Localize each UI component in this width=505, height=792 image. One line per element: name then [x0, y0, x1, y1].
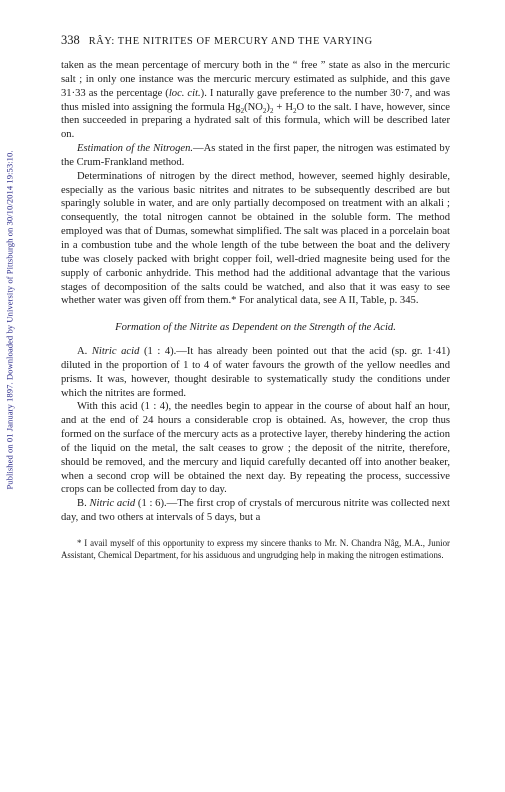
subscript: 2 [262, 106, 267, 115]
paragraph-mercury-percentage [61, 59, 450, 142]
subscript: 2 [292, 106, 297, 115]
text-segment: ) [266, 101, 270, 113]
paragraph-lead: Estimation of the Nitrogen. [77, 143, 194, 155]
download-watermark [3, 60, 17, 580]
text-segment: ). I naturally gave preference to the number 30·7, and was thus misled into assigning the formula Hg [61, 87, 450, 113]
page-content [61, 33, 450, 562]
download-watermark-text: Published on 01 January 1897. Downloaded by University of Pittsburgh on 30/10/2014 19:53:10. [5, 150, 16, 490]
paragraph-nitric-acid-1-4 [61, 345, 450, 400]
running-title: RÂY: THE NITRITES OF MERCURY AND THE VARYING [88, 36, 373, 47]
subscript: 2 [240, 106, 245, 115]
paragraph-dumas-method: Determinations of nitrogen by the direct method, however, seemed highly desirable, especially as the various basic nitrites and nitrates to be subsequently described are but sparingly soluble in water, and are only partially decomposed on treatment with an alkali ; consequently, the total nitrogen cannot be obtained in the soluble form. The method employed was that of Dumas, somewhat simplified. The salt was placed in a porcelain boat in a combustion tube and the whole length of the tube between the boat and the delivery tube was closely packed with bright copper foil, well-dried magnesite being used for the supply of carbonic anhydride. This method had the additional advantage that the various stages of decomposition of the salts could be watched, and also that it was easy to see whether water was given off from them.* For analytical data, see A II, Table, p. 345. [61, 170, 450, 307]
footnote: * I avail myself of this opportunity to express my sincere thanks to Mr. N. Chandra Nâg, M.A., Junior Assistant, Chemical Department, for his assiduous and ungrudging help in making the nitrogen estimations. [61, 538, 450, 561]
paragraph-crop-growth: With this acid (1 : 4), the needles begin to appear in the course of about half an hour, and at the end of 24 hours a considerable crop is obtained. As, however, the crop thus formed on the surface of the mercury acts as a protective layer, thereby hindering the action of the liquid on the metal, the salt ceases to grow ; the deposit of the nitrite, therefore, should be removed, and the mercury and liquid carefully decanted off into another beaker, when a second crop will be obtained the next day. By repeating the process, successive crops can be collected from day to day. [61, 401, 450, 496]
page-number: 338 [61, 33, 80, 47]
paragraph-lead: B. [77, 498, 90, 510]
paragraph-lead-italic: Nitric acid [89, 498, 136, 510]
text-segment: taken as the mean percentage of mercury both in the “ free ” state as also in the mercuric salt ; in only one instance was the mercuric mercury estimated as sulphide, and this gave 31·33 as the percentage ( [61, 60, 450, 99]
text-segment: O to the salt. I have, however, since then succeeded in preparing a hydrated salt of this formula, which will be described later on. [61, 101, 450, 141]
paragraph-nitrogen-estimation [61, 142, 450, 170]
paragraph-nitric-acid-1-6 [61, 497, 450, 525]
text-segment: (1 : 4).—It has already been pointed out that the acid (sp. gr. 1·41) diluted in the proportion of 1 to 4 of water favours the growth of the yellow needles and prisms. It was, however, thought desirable to systematically study the conditions under which the nitrites are formed. [61, 346, 451, 399]
paragraph-lead: A. [77, 346, 92, 358]
section-heading: Formation of the Nitrite as Dependent on the Strength of the Acid. [115, 322, 396, 334]
text-citation: loc. cit. [168, 87, 201, 99]
subscript: 2 [269, 106, 274, 115]
text-segment: + H [273, 101, 293, 113]
text-segment: (NO [244, 101, 263, 113]
paragraph-lead-italic: Nitric acid [91, 346, 140, 358]
running-header [61, 33, 450, 59]
text-segment: (1 : 6).—The first crop of crystals of mercurous nitrite was collected next day, and two others at intervals of 5 days, but a [61, 498, 450, 524]
text-segment: —As stated in the first paper, the nitrogen was estimated by the Crum-Frankland method. [61, 143, 450, 168]
